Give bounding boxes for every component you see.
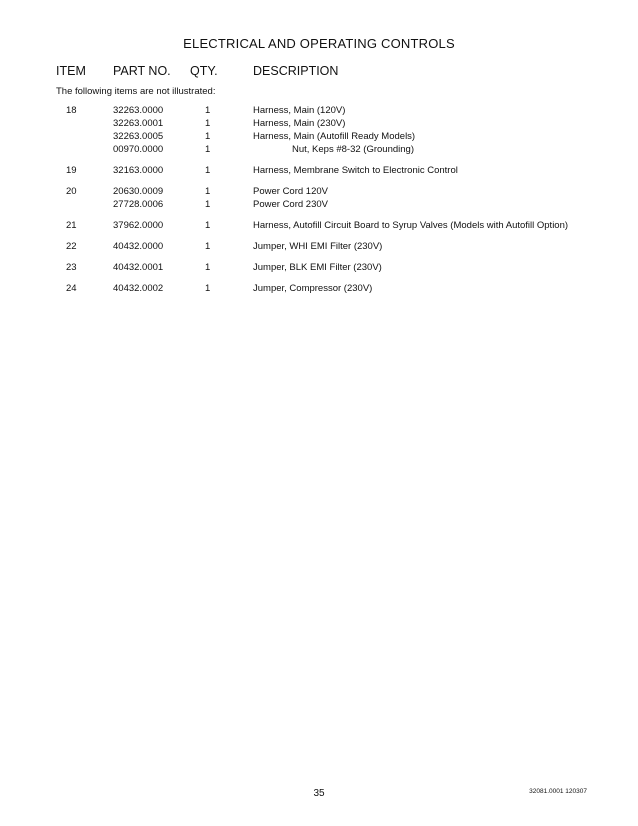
part-description: Harness, Main (Autofill Ready Models) (253, 131, 416, 142)
intro-note: The following items are not illustrated: (56, 86, 216, 97)
part-description: Jumper, Compressor (230V) (253, 283, 373, 294)
column-header-qty: QTY. (190, 64, 218, 78)
part-row (0, 198, 638, 211)
part-row (0, 261, 638, 274)
part-row (0, 143, 638, 156)
part-group-item-18 (0, 104, 638, 156)
quantity: 1 (205, 186, 211, 197)
part-row (0, 219, 638, 232)
part-number: 00970.0000 (113, 144, 164, 155)
part-group-item-22 (0, 240, 638, 253)
page-number: 35 (313, 788, 325, 799)
part-group-item-21 (0, 219, 638, 232)
part-number: 32263.0001 (113, 118, 164, 129)
part-number: 20630.0009 (113, 186, 164, 197)
part-description: Harness, Main (120V) (253, 105, 346, 116)
item-number: 24 (66, 283, 77, 294)
part-description: Nut, Keps #8-32 (Grounding) (292, 144, 414, 155)
part-row (0, 282, 638, 295)
part-row (0, 164, 638, 177)
part-number: 32163.0000 (113, 165, 164, 176)
item-number: 19 (66, 165, 77, 176)
quantity: 1 (205, 144, 211, 155)
quantity: 1 (205, 262, 211, 273)
item-number: 22 (66, 241, 77, 252)
part-description: Jumper, WHI EMI Filter (230V) (253, 241, 383, 252)
part-row (0, 240, 638, 253)
quantity: 1 (205, 118, 211, 129)
part-row (0, 185, 638, 198)
item-number: 21 (66, 220, 77, 231)
document-code: 32081.0001 120307 (529, 788, 587, 795)
page-title: ELECTRICAL AND OPERATING CONTROLS (183, 36, 455, 51)
part-number: 32263.0000 (113, 105, 164, 116)
quantity: 1 (205, 105, 211, 116)
part-description: Harness, Main (230V) (253, 118, 346, 129)
part-number: 32263.0005 (113, 131, 164, 142)
column-header-item: ITEM (56, 64, 86, 78)
item-number: 20 (66, 186, 77, 197)
quantity: 1 (205, 220, 211, 231)
item-number: 23 (66, 262, 77, 273)
quantity: 1 (205, 199, 211, 210)
part-description: Harness, Membrane Switch to Electronic Control (253, 165, 458, 176)
part-description: Harness, Autofill Circuit Board to Syrup Valves (Models with Autofill Option) (253, 220, 569, 231)
column-header-description: DESCRIPTION (253, 64, 339, 78)
column-header-part-no: PART NO. (113, 64, 171, 78)
part-description: Power Cord 230V (253, 199, 328, 210)
part-description: Jumper, BLK EMI Filter (230V) (253, 262, 382, 273)
part-group-item-19 (0, 164, 638, 177)
part-row (0, 117, 638, 130)
part-group-item-23 (0, 261, 638, 274)
part-group-item-20 (0, 185, 638, 211)
quantity: 1 (205, 131, 211, 142)
part-number: 40432.0002 (113, 283, 164, 294)
item-number: 18 (66, 105, 77, 116)
part-row (0, 130, 638, 143)
quantity: 1 (205, 283, 211, 294)
part-row (0, 104, 638, 117)
part-group-item-24 (0, 282, 638, 295)
parts-list (0, 104, 638, 303)
part-number: 37962.0000 (113, 220, 164, 231)
part-number: 40432.0001 (113, 262, 164, 273)
quantity: 1 (205, 165, 211, 176)
part-number: 40432.0000 (113, 241, 164, 252)
part-description: Power Cord 120V (253, 186, 328, 197)
part-number: 27728.0006 (113, 199, 164, 210)
quantity: 1 (205, 241, 211, 252)
